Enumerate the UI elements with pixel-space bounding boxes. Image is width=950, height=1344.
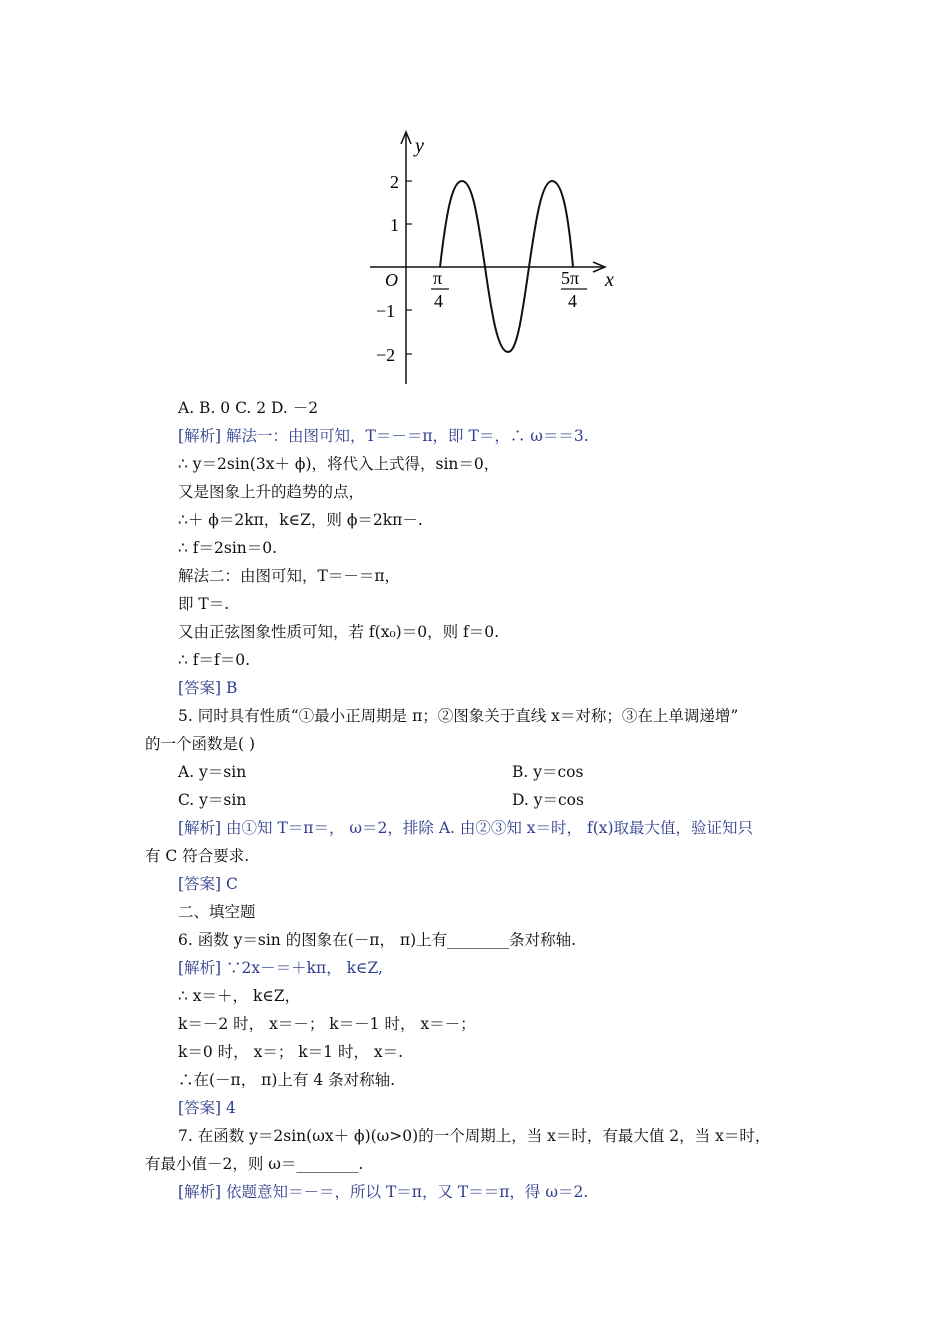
q4-solution-line3: 又是图象上升的趋势的点， [178, 483, 365, 501]
y-tick-label-neg1: −1 [376, 301, 396, 321]
q4-solution-line5: ∴ f＝2sin＝0. [178, 539, 278, 557]
q4-solution-line1: [解析] 解法一：由图可知，T＝－＝π，即 T＝，∴ ω＝＝3. [178, 427, 589, 445]
sine-graph [365, 126, 625, 386]
q5-solution-line1: [解析] 由①知 T＝π＝， ω＝2，排除 A. 由②③知 x＝时， f(x)取最大值，验证知只 [178, 819, 754, 837]
q7-stem-line1: 7. 在函数 y＝2sin(ωx＋ ϕ)(ω>0)的一个周期上，当 x＝时，有最大值 2，当 x＝时， [178, 1127, 771, 1145]
y-axis-label: y [415, 135, 424, 157]
x-tick-pi4-num: π [433, 268, 443, 288]
q4-solution-line6: 解法二：由图可知，T＝－＝π， [178, 567, 401, 585]
q5-option-c: C. y＝sin [178, 791, 247, 809]
q5-option-a: A. y＝sin [178, 763, 247, 781]
y-tick-label-2: 2 [390, 172, 399, 192]
q6-solution-line3: k＝－2 时， x＝－； k＝－1 时， x＝－； [178, 1015, 476, 1033]
x-axis-label: x [605, 269, 614, 291]
q7-stem-line2: 有最小值－2，则 ω＝________. [145, 1155, 364, 1173]
q5-option-d: D. y＝cos [512, 791, 584, 809]
q7-solution: [解析] 依题意知＝－＝，所以 T＝π，又 T＝＝π，得 ω＝2. [178, 1183, 589, 1201]
q4-solution-line9: ∴ f＝f＝0. [178, 651, 251, 669]
q5-solution-line2: 有 C 符合要求. [145, 847, 250, 865]
q4-options: A. B. 0 C. 2 D. －2 [178, 399, 319, 417]
q6-stem: 6. 函数 y＝sin 的图象在(－π， π)上有________条对称轴. [178, 931, 577, 949]
q5-option-b: B. y＝cos [512, 763, 584, 781]
x-tick-pi4-den: 4 [434, 291, 443, 311]
q4-solution-line4: ∴＋ ϕ＝2kπ，k∈Z，则 ϕ＝2kπ－. [178, 511, 423, 529]
q5-stem-line2: 的一个函数是( ) [145, 735, 256, 753]
origin-label: O [385, 270, 398, 290]
q5-answer: [答案] C [178, 875, 238, 893]
q6-solution-line1: [解析] ∵2x－＝＋kπ， k∈Z, [178, 959, 383, 977]
q4-solution-line2: ∴ y＝2sin(3x＋ ϕ)，将代入上式得，sin＝0， [178, 455, 500, 473]
section-heading: 二、填空题 [178, 903, 256, 921]
x-tick-5pi4-num: 5π [561, 268, 580, 288]
x-tick-5pi4-den: 4 [568, 291, 577, 311]
q4-solution-line8: 又由正弦图象性质可知，若 f(x₀)＝0，则 f＝0. [178, 623, 500, 641]
q6-solution-line4: k＝0 时， x＝； k＝1 时， x＝. [178, 1043, 404, 1061]
y-tick-label-1: 1 [390, 215, 399, 235]
q6-solution-line2: ∴ x＝＋， k∈Z， [178, 987, 301, 1005]
q6-answer: [答案] 4 [178, 1099, 236, 1117]
q4-solution-line7: 即 T＝. [178, 595, 230, 613]
q4-answer: [答案] B [178, 679, 238, 697]
y-tick-label-neg2: −2 [376, 345, 396, 365]
q5-stem-line1: 5. 同时具有性质“①最小正周期是 π；②图象关于直线 x＝对称；③在上单调递增” [178, 707, 739, 725]
q6-solution-line5: ∴在(－π， π)上有 4 条对称轴. [178, 1071, 396, 1089]
